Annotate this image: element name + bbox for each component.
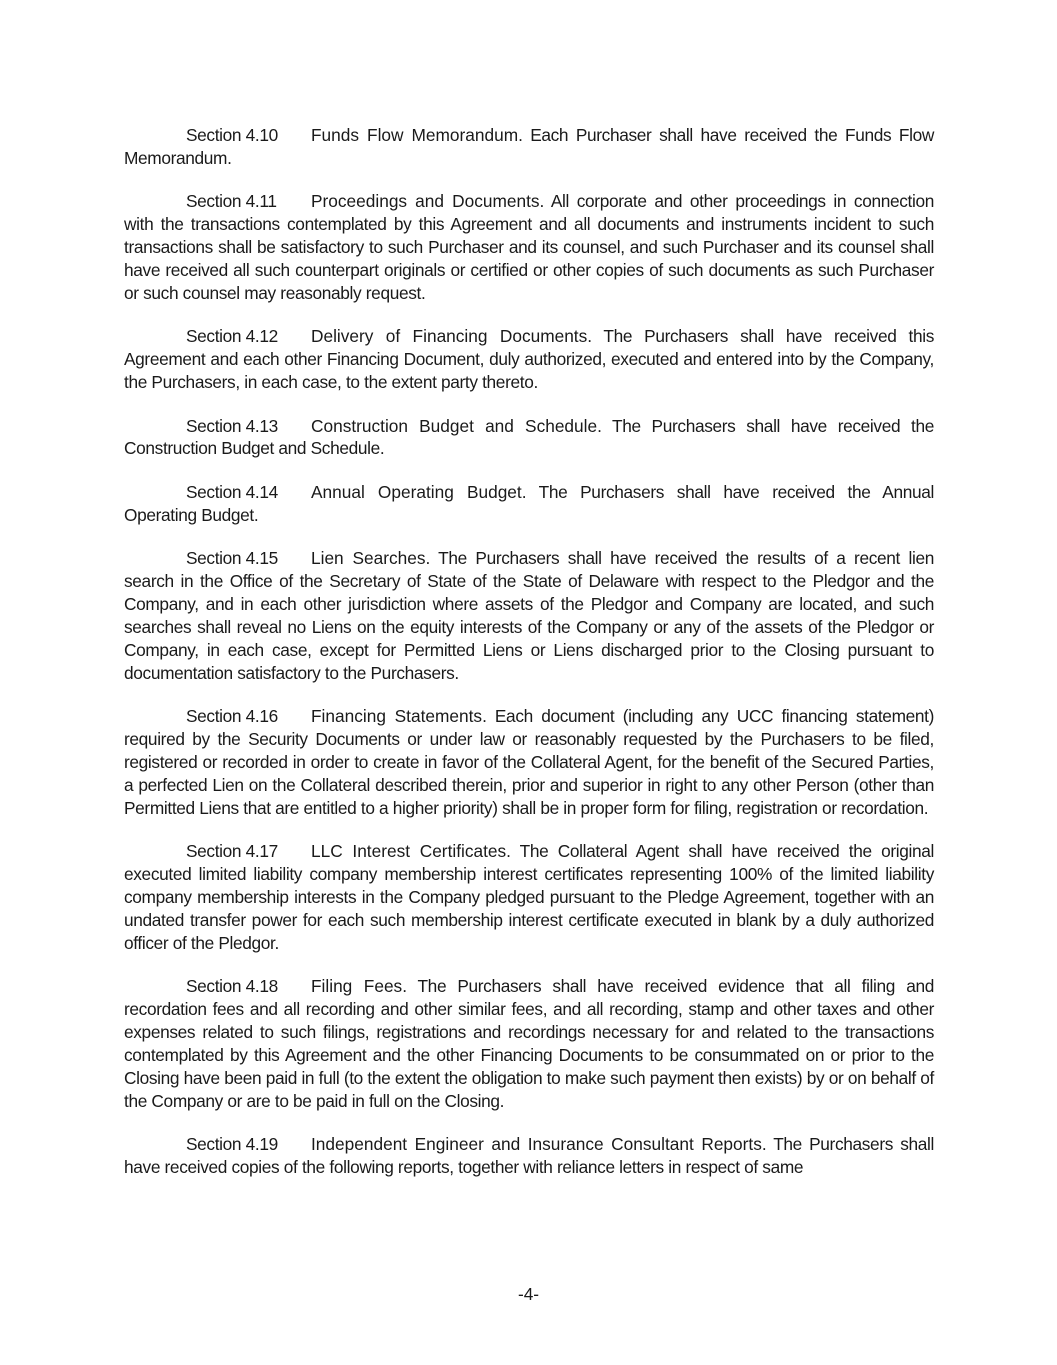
section-body: . The Purchasers shall have received evidence that all filing and recordation fees and all recording and other similar fees, and all recording, stamp and other taxes and other expenses related to such filings, registrations and recordings necessary for and related to the transactions contemplated by this Agreement and the other Financing Documents to be consummated on or prior to the Closing have been paid in full (to the extent the obligation to make such payment then exists) by or on behalf of the Company or are to be paid in full on the Closing. xyxy=(124,976,934,1111)
section-4-15 xyxy=(124,547,934,684)
section-4-13 xyxy=(124,415,934,461)
section-4-14 xyxy=(124,481,934,527)
section-number: Section 4.17 xyxy=(186,841,278,862)
section-number: Section 4.18 xyxy=(186,976,278,997)
section-4-12 xyxy=(124,325,934,394)
document-page xyxy=(124,124,934,1199)
section-number: Section 4.11 xyxy=(186,191,277,212)
section-heading: Independent Engineer and Insurance Consultant Reports xyxy=(311,1134,762,1155)
section-4-11 xyxy=(124,190,934,305)
section-number: Section 4.14 xyxy=(186,481,278,502)
section-heading: Lien Searches xyxy=(311,548,426,569)
section-body: . The Purchasers shall have received the results of a recent lien search in the Office of the Secretary of State of the State of Delaware with respect to the Pledgor and the Company, and in each other jurisdiction where assets of the Pledgor and Company are located, and such searches shall reveal no Liens on the equity interests of the Company or any of the assets of the Pledgor or Company, in each case, except for Permitted Liens or Liens discharged prior to the Closing pursuant to documentation satisfactory to the Purchasers. xyxy=(124,548,934,683)
section-heading: Financing Statements xyxy=(311,706,483,727)
section-4-17 xyxy=(124,840,934,955)
section-body: . Each Purchaser shall have received the Funds Flow Memorandum. xyxy=(124,125,934,168)
section-body: . The Purchasers shall have received this Agreement and each other Financing Document, duly authorized, executed and entered into by the Company, the Purchasers, in each case, to the extent party thereto. xyxy=(124,326,934,393)
section-number: Section 4.13 xyxy=(186,415,278,436)
section-body: . All corporate and other proceedings in connection with the transactions contemplated by this Agreement and all documents and instruments incident to such transactions shall be satisfactory to such Purchaser and its counsel, and such Purchaser and its counsel shall have received all such counterpart originals or certified or other copies of such documents as such Purchaser or such counsel may reasonably request. xyxy=(124,191,935,303)
section-number: Section 4.16 xyxy=(186,706,278,727)
section-number: Section 4.10 xyxy=(186,125,278,145)
section-number: Section 4.19 xyxy=(186,1134,278,1155)
section-heading: Construction Budget and Schedule xyxy=(311,415,598,436)
section-4-18 xyxy=(124,975,934,1112)
section-heading: Proceedings and Documents xyxy=(311,191,540,212)
section-body: . The Purchasers shall have received the Annual Operating Budget. xyxy=(124,481,934,525)
section-body: . The Collateral Agent shall have received the original executed limited liability company membership interest certificates representing 100% of the limited liability company membership interests in the Company pledged pursuant to the Pledge Agreement, together with an undated transfer power for each such membership interest certificate executed in blank by a duly authorized officer of the Pledgor. xyxy=(124,841,934,953)
section-body: . The Purchasers shall have received copies of the following reports, together with reliance letters in respect of same xyxy=(124,1134,935,1178)
section-4-10 xyxy=(124,124,934,170)
section-heading: LLC Interest Certificates xyxy=(311,841,507,862)
section-heading: Funds Flow Memorandum xyxy=(311,125,519,145)
section-body: . The Purchasers shall have received the Construction Budget and Schedule. xyxy=(124,415,934,459)
page-number: -4- xyxy=(517,1284,540,1304)
section-heading: Delivery of Financing Documents xyxy=(311,326,588,347)
section-number: Section 4.12 xyxy=(186,326,278,347)
section-heading: Annual Operating Budget xyxy=(311,481,522,502)
section-4-19 xyxy=(124,1133,934,1179)
section-4-16 xyxy=(124,705,934,820)
section-body: . Each document (including any UCC financing statement) required by the Security Documents or under law or reasonably requested by the Purchasers to be filed, registered or recorded in order to create in favor of the Collateral Agent, for the benefit of the Secured Parties, a perfected Lien on the Collateral described therein, prior and superior in right to any other Person (other than Permitted Liens that are entitled to a higher priority) shall be in proper form for filing, registration or recordation. xyxy=(124,706,934,818)
section-number: Section 4.15 xyxy=(186,548,278,569)
section-heading: Filing Fees xyxy=(311,976,403,997)
